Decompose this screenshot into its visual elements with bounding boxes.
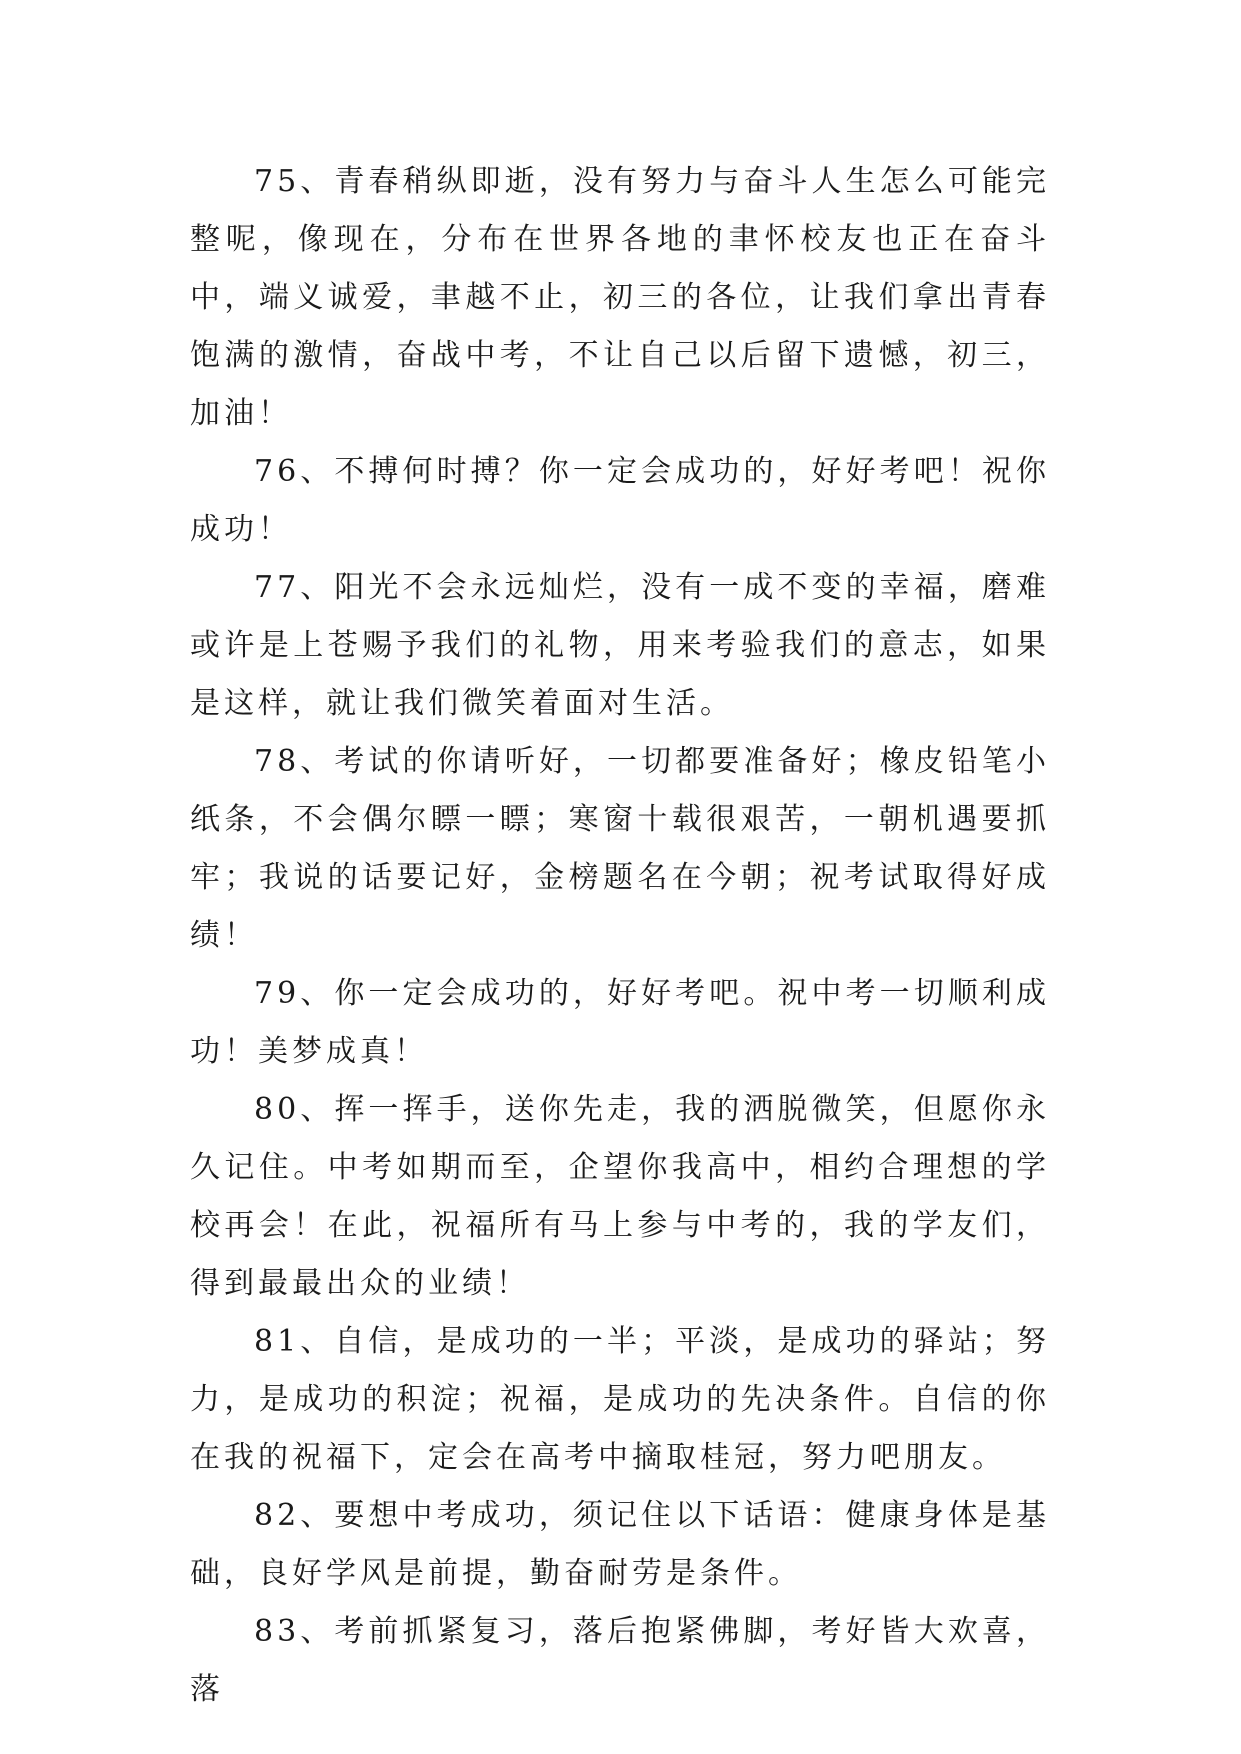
paragraph-81: 81、自信，是成功的一半；平淡，是成功的驿站；努力，是成功的积淀；祝福，是成功的先决条件。自信的你在我的祝福下，定会在高考中摘取桂冠，努力吧朋友。 — [190, 1324, 1050, 1475]
paragraph-82: 82、要想中考成功，须记住以下话语：健康身体是基础，良好学风是前提，勤奋耐劳是条件。 — [190, 1498, 1050, 1591]
document-body — [190, 153, 1050, 1719]
paragraph-77: 77、阳光不会永远灿烂，没有一成不变的幸福，磨难或许是上苍赐予我们的礼物，用来考验我们的意志，如果是这样，就让我们微笑着面对生活。 — [190, 570, 1050, 721]
paragraph-79: 79、你一定会成功的，好好考吧。祝中考一切顺利成功！美梦成真！ — [190, 976, 1050, 1069]
paragraph-78: 78、考试的你请听好，一切都要准备好；橡皮铅笔小纸条，不会偶尔瞟一瞟；寒窗十载很艰苦，一朝机遇要抓牢；我说的话要记好，金榜题名在今朝；祝考试取得好成绩！ — [190, 744, 1050, 953]
paragraph-83: 83、考前抓紧复习，落后抱紧佛脚，考好皆大欢喜，落 — [190, 1614, 1050, 1707]
paragraph-75: 75、青春稍纵即逝，没有努力与奋斗人生怎么可能完整呢，像现在，分布在世界各地的聿怀校友也正在奋斗中，端义诚爱，聿越不止，初三的各位，让我们拿出青春饱满的激情，奋战中考，不让自己以后留下遗憾，初三，加油！ — [190, 164, 1050, 431]
paragraph-76: 76、不搏何时搏？你一定会成功的，好好考吧！祝你成功！ — [190, 454, 1050, 547]
paragraph-80: 80、挥一挥手，送你先走，我的洒脱微笑，但愿你永久记住。中考如期而至，企望你我高中，相约合理想的学校再会！在此，祝福所有马上参与中考的，我的学友们，得到最最出众的业绩！ — [190, 1092, 1050, 1301]
